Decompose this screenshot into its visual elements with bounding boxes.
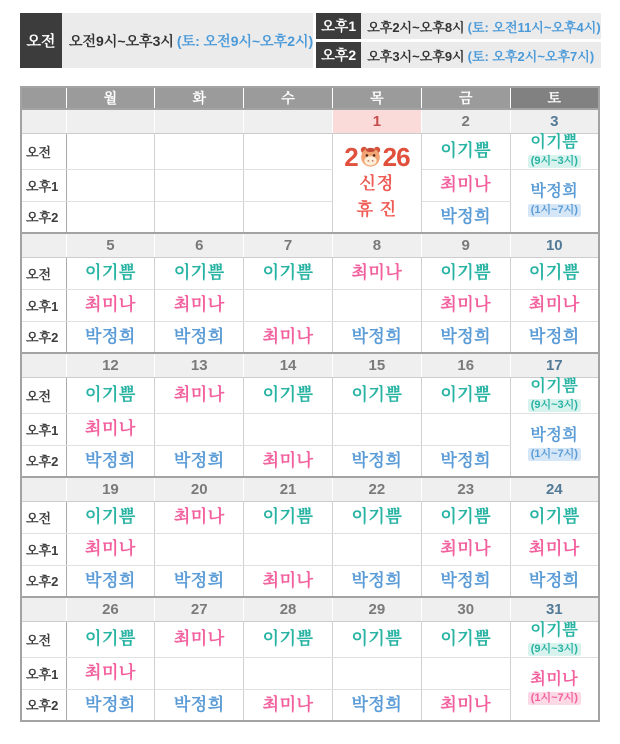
schedule-cell — [66, 289, 155, 321]
doctor-name: 박정희 — [85, 450, 136, 470]
doctor-name: 최미나 — [262, 694, 314, 714]
doctor-name: 이기쁨 — [262, 263, 314, 282]
doctor-name: 이기쁨 — [440, 385, 492, 404]
schedule-cell — [510, 133, 599, 169]
doctor-name: 최미나 — [440, 175, 492, 194]
shift-row-label: 오후1 — [21, 289, 66, 321]
schedule-cell — [66, 689, 155, 721]
date-cell — [155, 109, 244, 133]
week-5-shift-row-1 — [21, 621, 599, 657]
week-3-shift-row-1 — [21, 377, 599, 413]
legend-afternoon2 — [316, 42, 600, 68]
schedule-cell — [510, 657, 599, 721]
shift-row-label: 오전 — [21, 621, 66, 657]
doctor-name: 이기쁨 — [85, 385, 136, 404]
schedule-cell — [155, 377, 244, 413]
legend-afternoon1 — [316, 13, 600, 39]
doctor-name: 최미나 — [85, 663, 136, 682]
doctor-name: 이기쁨 — [528, 263, 580, 282]
schedule-cell — [421, 445, 510, 477]
weekday-header-4: 목 — [332, 87, 421, 109]
doctor-name: 박정희 — [85, 326, 136, 346]
morning-hours-text: 오전9시~오후3시 — [69, 32, 174, 49]
schedule-cell — [332, 501, 421, 533]
afternoon2-hours — [361, 42, 600, 68]
schedule-cell — [244, 445, 333, 477]
doctor-name: 박정희 — [351, 694, 403, 714]
doctor-name: 박정희 — [173, 694, 225, 714]
schedule-cell — [510, 321, 599, 353]
schedule-cell — [421, 533, 510, 565]
schedule-cell — [244, 321, 333, 353]
calendar-body — [21, 109, 599, 721]
schedule-cell — [244, 413, 333, 445]
schedule-cell — [510, 377, 599, 413]
doctor-name: 이기쁨 — [262, 385, 314, 404]
doctor-name: 최미나 — [173, 295, 225, 314]
schedule-cell — [66, 445, 155, 477]
schedule-cell — [421, 257, 510, 289]
date-cell: 23 — [421, 477, 510, 501]
doctor-name: 박정희 — [351, 326, 403, 346]
schedule-cell — [244, 533, 333, 565]
schedule-cell — [155, 257, 244, 289]
doctor-name: 박정희 — [173, 450, 225, 470]
shift-row-label: 오전 — [21, 377, 66, 413]
week-4-shift-row-1 — [21, 501, 599, 533]
schedule-cell — [510, 257, 599, 289]
week-2-shift-row-2 — [21, 289, 599, 321]
doctor-name: 최미나 — [440, 295, 492, 314]
date-cell: 24 — [510, 477, 599, 501]
schedule-cell — [421, 565, 510, 597]
schedule-cell — [155, 133, 244, 169]
date-cell: 15 — [332, 353, 421, 377]
schedule-cell — [421, 413, 510, 445]
schedule-cell — [155, 501, 244, 533]
schedule-cell — [332, 533, 421, 565]
weekday-header-6: 토 — [510, 87, 599, 109]
week-2-shift-row-1 — [21, 257, 599, 289]
shift-row-label: 오후2 — [21, 565, 66, 597]
date-cell — [66, 109, 155, 133]
date-cell: 31 — [510, 597, 599, 621]
week-5-shift-row-2 — [21, 657, 599, 689]
weekday-header-5: 금 — [421, 87, 510, 109]
doctor-name: 최미나 — [85, 419, 136, 438]
legend-morning — [20, 13, 313, 68]
schedule-cell — [244, 133, 333, 169]
schedule-cell — [155, 621, 244, 657]
schedule-calendar — [20, 86, 600, 722]
doctor-name: 최미나 — [173, 385, 225, 404]
date-cell: 30 — [421, 597, 510, 621]
date-cell: 14 — [244, 353, 333, 377]
week-4-shift-row-3 — [21, 565, 599, 597]
week-4-shift-row-2 — [21, 533, 599, 565]
holiday-status: 휴 진 — [356, 199, 398, 219]
schedule-cell — [244, 169, 333, 201]
date-cell: 2 — [421, 109, 510, 133]
schedule-cell — [421, 133, 510, 169]
date-cell: 5 — [66, 233, 155, 257]
afternoon1-hours-text: 오후2시~오후8시 — [367, 19, 465, 35]
schedule-cell — [244, 501, 333, 533]
schedule-cell — [510, 501, 599, 533]
schedule-cell — [66, 257, 155, 289]
schedule-cell — [244, 689, 333, 721]
schedule-cell — [510, 565, 599, 597]
schedule-cell — [66, 501, 155, 533]
doctor-name: 박정희 — [440, 206, 492, 226]
afternoon1-hours — [361, 13, 600, 39]
date-cell: 28 — [244, 597, 333, 621]
weekday-header-row — [21, 87, 599, 109]
schedule-cell — [332, 657, 421, 689]
doctor-name: 박정희 — [173, 326, 225, 346]
schedule-cell — [421, 689, 510, 721]
afternoon1-badge: 오후1 — [316, 13, 361, 39]
doctor-name: 박정희 — [440, 570, 492, 590]
legend-afternoon — [316, 13, 600, 68]
hours-note: (9시~3시) — [528, 155, 581, 168]
schedule-cell — [244, 257, 333, 289]
schedule-cell — [332, 289, 421, 321]
schedule-cell — [510, 533, 599, 565]
schedule-cell — [66, 533, 155, 565]
doctor-name: 이기쁨 — [530, 621, 579, 639]
schedule-cell — [421, 201, 510, 233]
schedule-cell — [332, 257, 421, 289]
hours-note: (1시~7시) — [528, 204, 581, 217]
date-cell: 21 — [244, 477, 333, 501]
week-3-dates-row — [21, 353, 599, 377]
schedule-cell — [421, 321, 510, 353]
doctor-name: 박정희 — [85, 694, 136, 714]
hours-note: (9시~3시) — [528, 643, 581, 656]
date-row-label-cell — [21, 353, 66, 377]
holiday-notice — [333, 143, 421, 223]
schedule-cell — [510, 413, 599, 477]
date-cell: 10 — [510, 233, 599, 257]
date-cell: 8 — [332, 233, 421, 257]
weekday-header-1: 월 — [66, 87, 155, 109]
date-cell: 6 — [155, 233, 244, 257]
schedule-cell — [66, 657, 155, 689]
schedule-cell — [155, 445, 244, 477]
doctor-name: 최미나 — [173, 629, 225, 648]
schedule-cell — [421, 621, 510, 657]
schedule-cell — [510, 169, 599, 233]
doctor-name: 이기쁨 — [440, 141, 492, 160]
corner-cell — [21, 87, 66, 109]
schedule-cell — [66, 201, 155, 233]
schedule-cell — [421, 377, 510, 413]
doctor-name: 이기쁨 — [173, 263, 225, 282]
doctor-name: 이기쁨 — [262, 507, 314, 526]
doctor-name: 최미나 — [351, 263, 403, 282]
shift-row-label: 오후1 — [21, 533, 66, 565]
doctor-name: 이기쁨 — [440, 507, 492, 526]
doctor-name: 최미나 — [85, 539, 136, 558]
date-cell: 9 — [421, 233, 510, 257]
shift-row-label: 오전 — [21, 257, 66, 289]
hours-note: (9시~3시) — [528, 399, 581, 412]
horse-face-icon — [359, 145, 382, 168]
schedule-cell — [421, 169, 510, 201]
schedule-cell — [332, 377, 421, 413]
doctor-name: 박정희 — [530, 427, 579, 445]
afternoon2-hours-text: 오후3시~오후9시 — [367, 48, 465, 64]
doctor-name: 이기쁨 — [85, 507, 136, 526]
afternoon2-badge: 오후2 — [316, 42, 361, 68]
shift-row-label: 오전 — [21, 501, 66, 533]
doctor-name: 이기쁨 — [528, 507, 580, 526]
doctor-name: 박정희 — [528, 326, 580, 346]
doctor-name: 최미나 — [262, 570, 314, 590]
doctor-name: 이기쁨 — [85, 263, 136, 282]
week-1-dates-row — [21, 109, 599, 133]
doctor-name: 최미나 — [440, 694, 492, 714]
date-cell: 22 — [332, 477, 421, 501]
date-cell: 1 — [332, 109, 421, 133]
week-1-shift-row-1 — [21, 133, 599, 169]
date-cell: 26 — [66, 597, 155, 621]
schedule-cell — [244, 201, 333, 233]
schedule-cell — [244, 657, 333, 689]
doctor-name: 이기쁨 — [530, 133, 579, 151]
doctor-name: 박정희 — [440, 326, 492, 346]
weekday-header-2: 화 — [155, 87, 244, 109]
schedule-cell — [244, 289, 333, 321]
schedule-cell — [66, 321, 155, 353]
doctor-name: 박정희 — [530, 183, 579, 201]
shift-row-label: 오후2 — [21, 201, 66, 233]
schedule-cell — [332, 321, 421, 353]
schedule-cell — [332, 689, 421, 721]
schedule-cell — [421, 657, 510, 689]
shift-row-label: 오후1 — [21, 413, 66, 445]
doctor-name: 최미나 — [528, 295, 580, 314]
schedule-cell — [332, 621, 421, 657]
schedule-cell — [155, 169, 244, 201]
doctor-name: 박정희 — [528, 570, 580, 590]
schedule-cell — [510, 289, 599, 321]
hours-note: (1시~7시) — [528, 692, 581, 705]
doctor-name: 박정희 — [351, 570, 403, 590]
week-4-dates-row — [21, 477, 599, 501]
date-row-label-cell — [21, 477, 66, 501]
doctor-name: 이기쁨 — [351, 629, 403, 648]
shift-row-label: 오후2 — [21, 445, 66, 477]
schedule-cell — [244, 377, 333, 413]
date-cell: 13 — [155, 353, 244, 377]
morning-hours — [62, 13, 313, 68]
date-cell: 29 — [332, 597, 421, 621]
shift-row-label: 오후2 — [21, 321, 66, 353]
schedule-cell — [66, 565, 155, 597]
schedule-cell — [66, 413, 155, 445]
schedule-cell — [244, 621, 333, 657]
date-cell: 7 — [244, 233, 333, 257]
date-cell: 3 — [510, 109, 599, 133]
shift-row-label: 오후1 — [21, 657, 66, 689]
doctor-name: 최미나 — [440, 539, 492, 558]
holiday-year: 2 26 — [344, 141, 410, 172]
schedule-cell — [421, 501, 510, 533]
doctor-name: 최미나 — [262, 326, 314, 346]
schedule-cell — [332, 413, 421, 445]
schedule-cell — [155, 201, 244, 233]
schedule-cell — [66, 377, 155, 413]
hours-legend — [20, 13, 600, 68]
holiday-title: 신정 — [359, 173, 395, 193]
schedule-cell — [155, 689, 244, 721]
doctor-name: 이기쁨 — [262, 629, 314, 648]
schedule-cell — [155, 565, 244, 597]
doctor-name: 최미나 — [262, 450, 314, 470]
week-5-dates-row — [21, 597, 599, 621]
schedule-cell — [66, 169, 155, 201]
schedule-cell — [421, 289, 510, 321]
date-row-label-cell — [21, 109, 66, 133]
date-cell: 20 — [155, 477, 244, 501]
date-row-label-cell — [21, 597, 66, 621]
schedule-cell — [66, 621, 155, 657]
doctor-name: 이기쁨 — [530, 377, 579, 395]
schedule-cell — [155, 413, 244, 445]
morning-sat-hours-text: (토: 오전9시~오후2시) — [176, 32, 314, 49]
schedule-cell — [510, 621, 599, 657]
date-cell: 12 — [66, 353, 155, 377]
date-cell: 17 — [510, 353, 599, 377]
doctor-name: 이기쁨 — [351, 507, 403, 526]
schedule-cell — [66, 133, 155, 169]
schedule-cell — [332, 445, 421, 477]
doctor-name: 이기쁨 — [85, 629, 136, 648]
shift-row-label: 오전 — [21, 133, 66, 169]
hours-note: (1시~7시) — [528, 448, 581, 461]
week-2-shift-row-3 — [21, 321, 599, 353]
schedule-cell — [155, 657, 244, 689]
schedule-cell — [155, 321, 244, 353]
week-1-shift-row-2 — [21, 169, 599, 201]
shift-row-label: 오후2 — [21, 689, 66, 721]
date-row-label-cell — [21, 233, 66, 257]
afternoon2-sat-hours-text: (토: 오후2시~오후7시) — [467, 48, 595, 64]
doctor-name: 최미나 — [173, 507, 225, 526]
date-cell — [244, 109, 333, 133]
holiday-cell — [332, 133, 421, 233]
doctor-name: 이기쁨 — [351, 385, 403, 404]
doctor-name: 박정희 — [85, 570, 136, 590]
weekday-header-3: 수 — [244, 87, 333, 109]
doctor-name: 이기쁨 — [440, 629, 492, 648]
doctor-name: 박정희 — [173, 570, 225, 590]
calendar-head — [21, 87, 599, 109]
doctor-name: 박정희 — [351, 450, 403, 470]
doctor-name: 최미나 — [528, 539, 580, 558]
afternoon1-sat-hours-text: (토: 오전11시~오후4시) — [467, 19, 601, 35]
date-cell: 19 — [66, 477, 155, 501]
doctor-name: 최미나 — [85, 295, 136, 314]
week-3-shift-row-2 — [21, 413, 599, 445]
schedule-cell — [332, 565, 421, 597]
doctor-name: 이기쁨 — [440, 263, 492, 282]
date-cell: 16 — [421, 353, 510, 377]
shift-row-label: 오후1 — [21, 169, 66, 201]
morning-badge: 오전 — [20, 13, 62, 68]
schedule-cell — [155, 533, 244, 565]
doctor-name: 최미나 — [530, 671, 579, 689]
schedule-cell — [244, 565, 333, 597]
schedule-cell — [155, 289, 244, 321]
week-2-dates-row — [21, 233, 599, 257]
date-cell: 27 — [155, 597, 244, 621]
doctor-name: 박정희 — [440, 450, 492, 470]
